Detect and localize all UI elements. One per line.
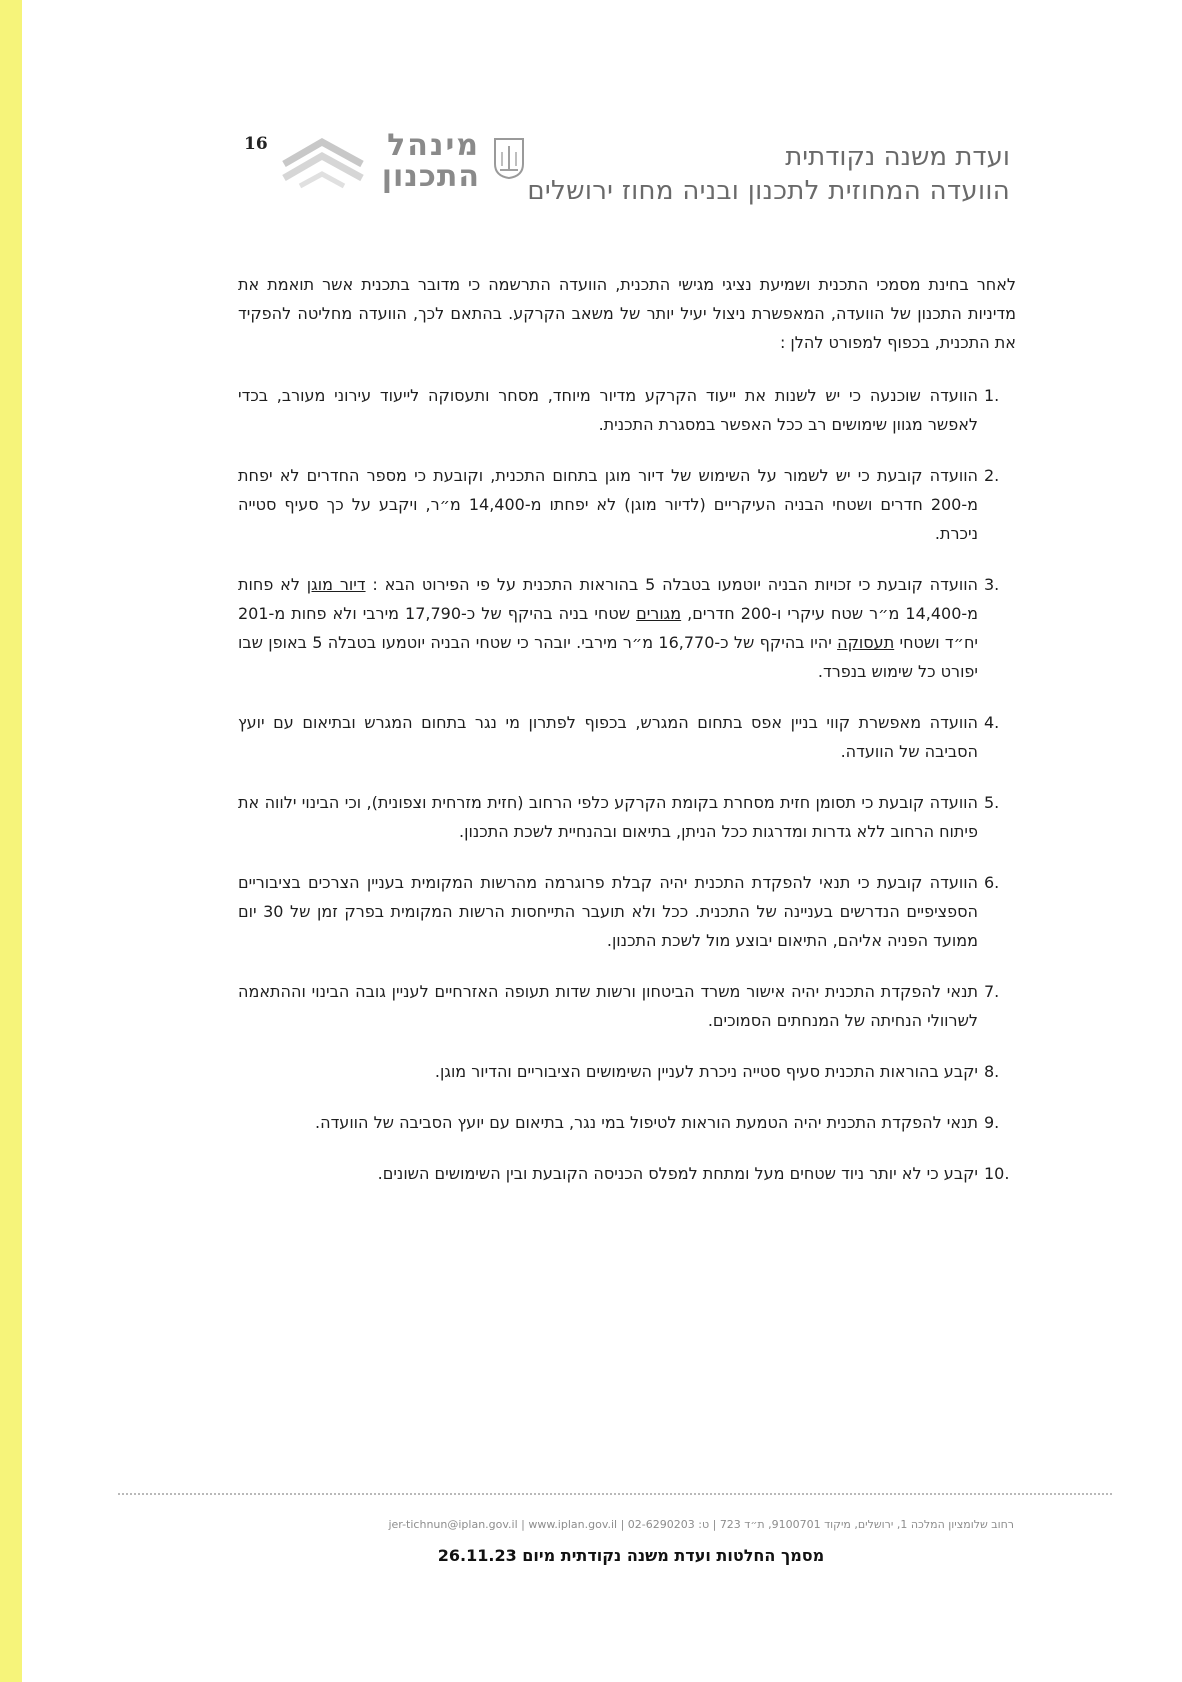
item-text: יקבע כי לא יותר ניוד שטחים מעל ומתחת למפלס הכניסה הקובעת ובין השימושים השונים.	[377, 1164, 978, 1183]
list-item	[238, 570, 1016, 686]
item-number: 8.	[984, 1062, 1000, 1081]
committee-title: ועדת משנה נקודתית	[785, 142, 1010, 172]
decision-body	[238, 270, 1016, 1210]
list-item	[238, 1057, 1016, 1086]
list-item	[238, 1159, 1016, 1188]
item-text: תנאי להפקדת התכנית יהיה הטמעת הוראות לטיפול במי נגר, בתיאום עם יועץ הסביבה של הוועדה.	[315, 1113, 978, 1132]
item-text	[238, 575, 978, 681]
item-number: 4.	[984, 713, 1000, 732]
list-item	[238, 868, 1016, 955]
underlined-term-employment: תעסוקה	[837, 633, 895, 652]
logo-line-1: מינהל	[387, 128, 480, 163]
item-number: 7.	[984, 982, 1000, 1001]
item-text-part: שטחי בניה בהיקף של כ-17,790 מירבי ולא פחות מ-201 יח״ד ושטחי	[238, 604, 979, 652]
logo-line-2: התכנון	[381, 159, 480, 194]
item-number: 6.	[984, 873, 1000, 892]
item-text: הוועדה שוכנעה כי יש לשנות את ייעוד הקרקע מדיור מיוחד, מסחר ותעסוקה לייעוד עירוני מעורב, בכדי לאפשר מגוון שימושים רב ככל האפשר במסגרת התכנית.	[238, 386, 978, 434]
logo-wordmark	[370, 130, 480, 192]
item-text-part: לא פחות מ-14,400 מ״ר שטח עיקרי ו-200 חדרים,	[238, 575, 979, 623]
item-number: 10.	[984, 1164, 1010, 1183]
item-number: 1.	[984, 386, 1000, 405]
chevrons-logo-icon	[280, 134, 366, 190]
list-item	[238, 461, 1016, 548]
item-text: הוועדה קובעת כי תסומן חזית מסחרת בקומת הקרקע כלפי הרחוב (חזית מזרחית וצפונית), וכי הבינוי ילווה את פיתוח הרחוב ללא גדרות ומדרגות ככל הניתן, בתיאום ובהנחיית לשכת התכנון.	[238, 793, 978, 841]
item-number: 2.	[984, 466, 1000, 485]
letterhead	[527, 140, 1010, 208]
item-text: הוועדה קובעת כי תנאי להפקדת התכנית יהיה קבלת פרוגרמה מהרשות המקומית בעניין הצרכים בציבוריים הספציפיים הנדרשים בעניינה של התכנית. ככל ולא תועבר התייחסות הרשות המקומית בפרק זמן של 30 יום ממועד הפניה אליהם, התיאום יבוצע מול לשכת התכנון.	[238, 873, 978, 950]
footer-document-title: מסמך החלטות ועדת משנה נקודתית מיום 26.11.23	[437, 1546, 825, 1565]
decision-list	[238, 381, 1016, 1188]
item-text-part: יהיו בהיקף של כ-16,770 מ״ר מירבי. יובהר כי שטחי הבניה יוטמעו בטבלה 5 באופן שבו יפורט כל שימוש בנפרד.	[238, 633, 978, 681]
list-item	[238, 977, 1016, 1035]
item-number: 3.	[984, 575, 1000, 594]
planning-administration-logo	[262, 124, 542, 200]
list-item	[238, 1108, 1016, 1137]
footer-contact-details: רחוב שלומציון המלכה 1, ירושלים, מיקוד 9100701, ת״ד 723 | ט: 02-6290203 | jer-tichnun@iplan.gov.il | www.iplan.gov.il	[388, 1518, 1014, 1531]
underlined-term-assisted-living: דיור מוגן	[306, 575, 366, 594]
item-text: הוועדה קובעת כי יש לשמור על השימוש של דיור מוגן בתחום התכנית, וקובעת כי מספר החדרים לא יפחת מ-200 חדרים ושטחי הבניה העיקריים (לדיור מוגן) לא יפחתו מ-14,400 מ״ר, ויקבע על כך סעיף סטייה ניכרת.	[238, 466, 978, 543]
item-number: 5.	[984, 793, 1000, 812]
left-margin-highlight	[0, 0, 22, 1682]
item-text: תנאי להפקדת התכנית יהיה אישור משרד הביטחון ורשות שדות תעופה האזרחיים לעניין גובה הבינוי וההתאמה לשרוולי הנחיתה של המנחתים הסמוכים.	[238, 982, 978, 1030]
underlined-term-residential: מגורים	[636, 604, 682, 623]
regional-committee-title: הוועדה המחוזית לתכנון ובניה מחוז ירושלים	[527, 176, 1010, 206]
item-number: 9.	[984, 1113, 1000, 1132]
footer-divider	[118, 1493, 1112, 1495]
list-item	[238, 708, 1016, 766]
state-emblem-icon	[492, 136, 526, 180]
page-number: 16	[244, 134, 268, 154]
list-item	[238, 381, 1016, 439]
item-text-part: הוועדה קובעת כי זכויות הבניה יוטמעו בטבלה 5 בהוראות התכנית על פי הפירוט הבא :	[365, 575, 979, 594]
list-item	[238, 788, 1016, 846]
item-text: יקבע בהוראות התכנית סעיף סטייה ניכרת לעניין השימושים הציבוריים והדיור מוגן.	[434, 1062, 978, 1081]
item-text: הוועדה מאפשרת קווי בניין אפס בתחום המגרש, בכפוף לפתרון מי נגר בתחום המגרש ובתיאום עם יועץ הסביבה של הוועדה.	[238, 713, 978, 761]
intro-paragraph: לאחר בחינת מסמכי התכנית ושמיעת נציגי מגישי התכנית, הוועדה התרשמה כי מדובר בתכנית אשר תואמת את מדיניות התכנון של הוועדה, המאפשרת ניצול יעיל יותר של משאב הקרקע. בהתאם לכך, הוועדה מחליטה להפקיד את התכנית, בכפוף למפורט להלן :	[238, 275, 1016, 352]
